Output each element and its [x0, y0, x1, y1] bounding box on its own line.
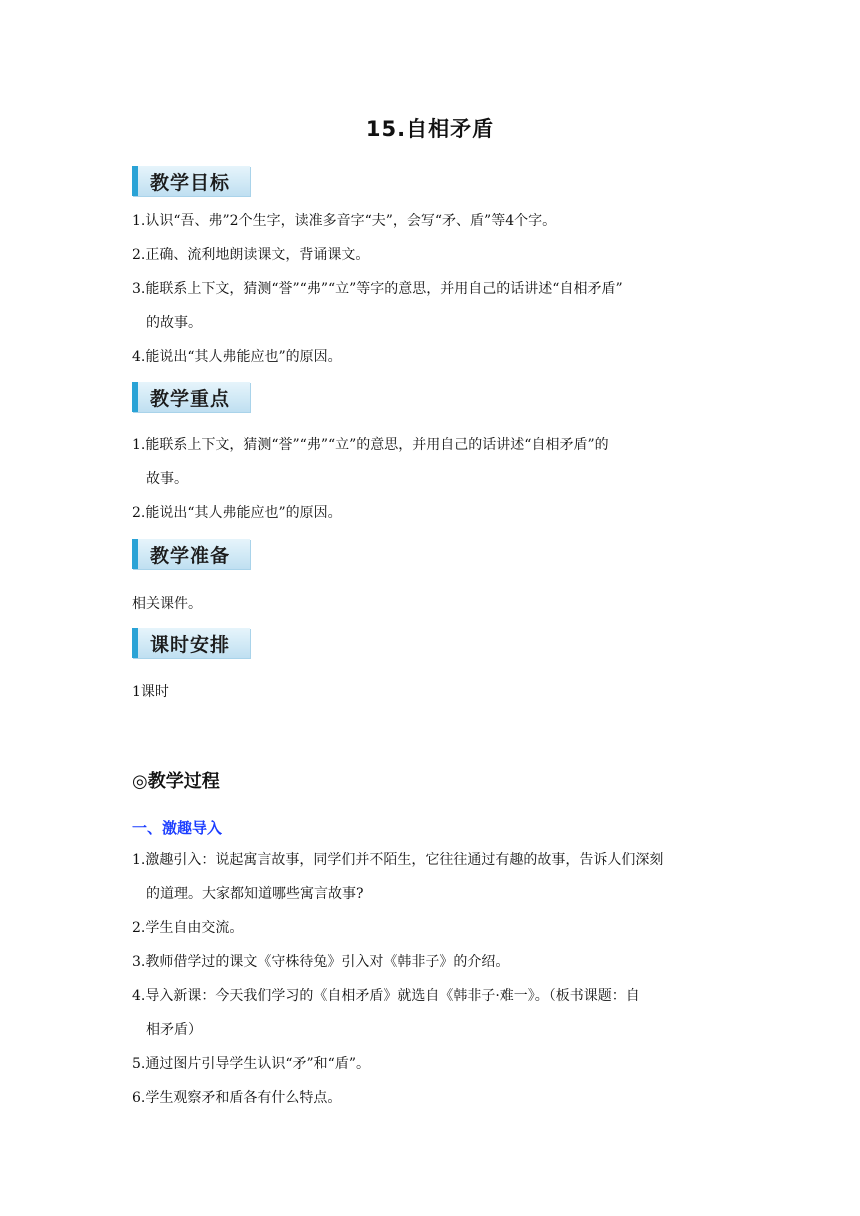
schedule-heading-badge	[132, 628, 250, 658]
page-title: 15.自相矛盾	[365, 117, 495, 141]
process-subheading: 一、激趣导入	[132, 819, 223, 837]
process-line: 相矛盾）	[146, 1022, 202, 1038]
process-line: 2.学生自由交流。	[132, 920, 244, 936]
process-line: 3.教师借学过的课文《守株待兔》引入对《韩非子》的介绍。	[132, 954, 510, 970]
schedule-heading: 课时安排	[150, 634, 231, 656]
process-line: 5.通过图片引导学生认识“矛”和“盾”。	[132, 1056, 370, 1072]
objective-line: 1.认识“吾、弗”2个生字，读准多音字“夫”，会写“矛、盾”等4个字。	[132, 213, 557, 229]
objective-line: 4.能说出“其人弗能应也”的原因。	[132, 349, 342, 365]
process-line: 4.导入新课：今天我们学习的《自相矛盾》就选自《韩非子·难一》。（板书课题：自	[132, 988, 640, 1004]
key-points-heading-badge	[132, 382, 250, 412]
key-point-line: 2.能说出“其人弗能应也”的原因。	[132, 505, 342, 521]
objective-line: 2.正确、流利地朗读课文，背诵课文。	[132, 247, 370, 263]
key-points-heading: 教学重点	[150, 388, 231, 410]
process-line: 6.学生观察矛和盾各有什么特点。	[132, 1090, 342, 1106]
key-point-line: 故事。	[146, 471, 188, 487]
objectives-heading: 教学目标	[150, 172, 231, 194]
process-line: 1.激趣引入：说起寓言故事，同学们并不陌生，它往往通过有趣的故事，告诉人们深刻	[132, 852, 664, 868]
preparation-line: 相关课件。	[132, 596, 202, 612]
preparation-heading-badge	[132, 539, 250, 569]
objectives-heading-badge	[132, 166, 250, 196]
schedule-line: 1课时	[132, 684, 169, 700]
preparation-heading: 教学准备	[150, 545, 231, 567]
objective-line: 3.能联系上下文，猜测“誉”“弗”“立”等字的意思，并用自己的话讲述“自相矛盾”	[132, 281, 623, 297]
objective-line: 的故事。	[146, 315, 202, 331]
process-line: 的道理。大家都知道哪些寓言故事?	[146, 886, 364, 902]
process-heading: ◎教学过程	[132, 771, 220, 792]
key-point-line: 1.能联系上下文，猜测“誉”“弗”“立”的意思，并用自己的话讲述“自相矛盾”的	[132, 437, 609, 453]
